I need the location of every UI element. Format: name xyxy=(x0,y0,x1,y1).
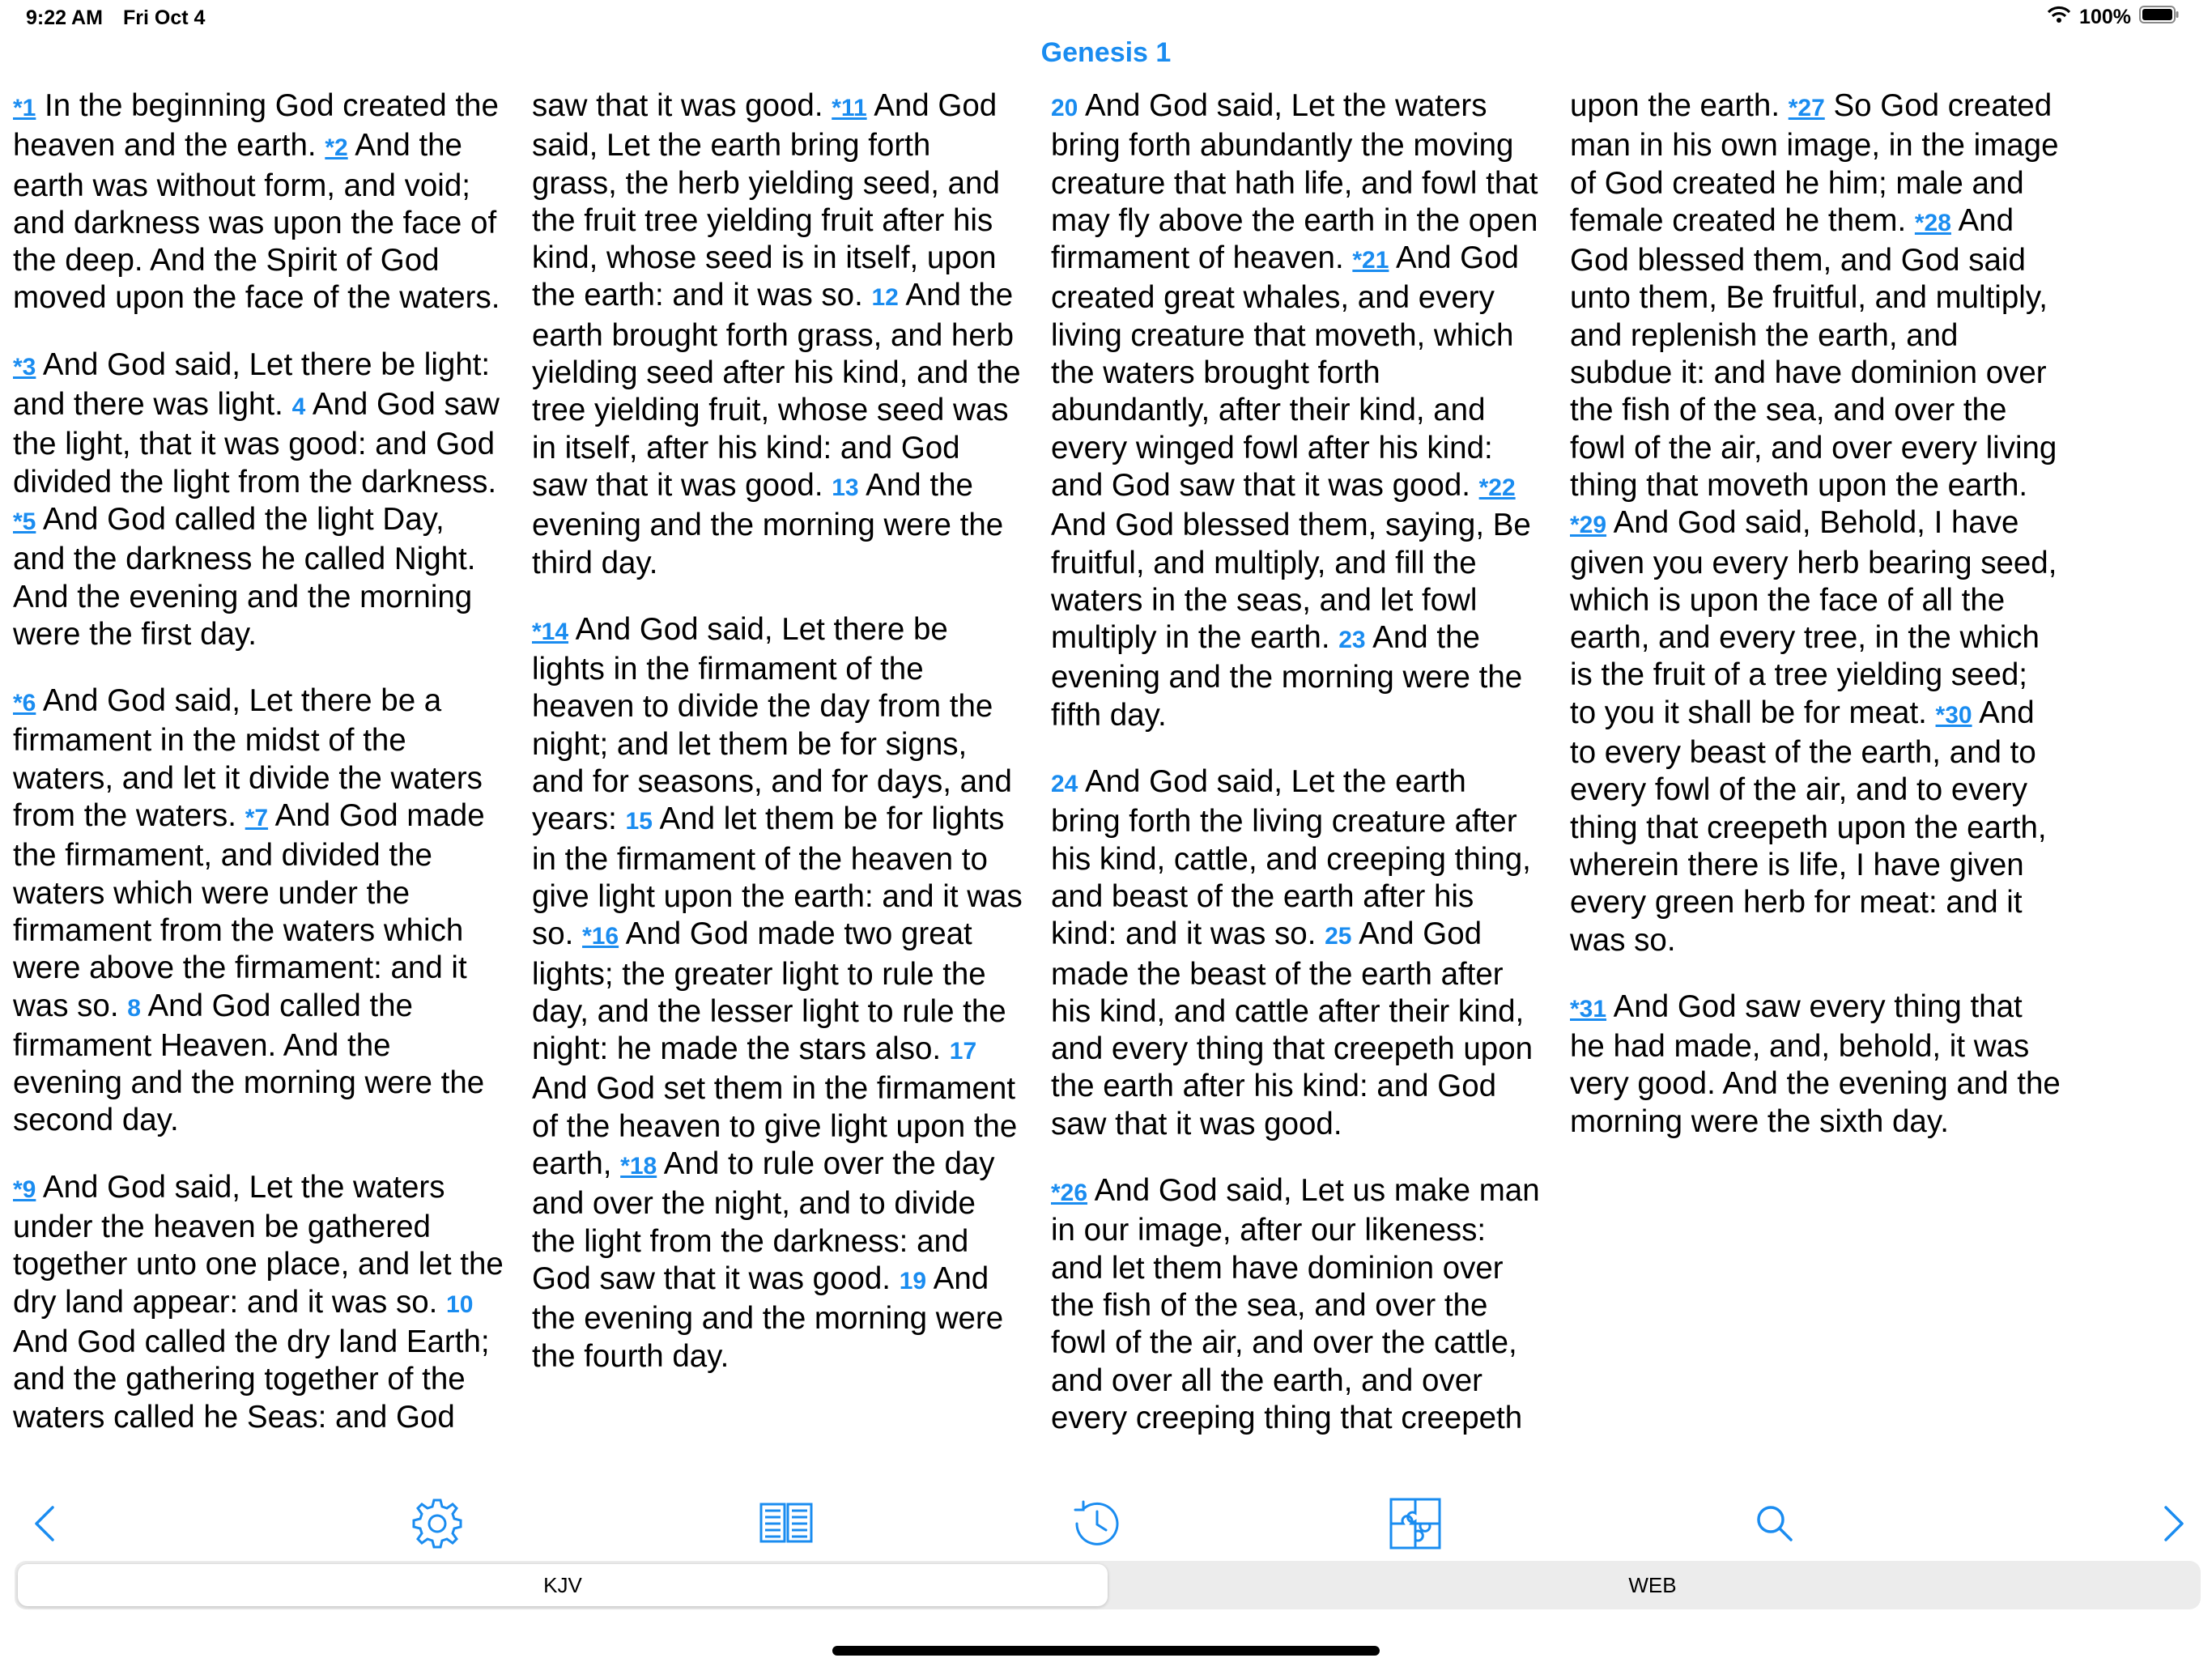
verse-text: And God said, Let the earth bring forth grass, the herb yielding seed, and the fruit tree yielding fruit after his kind, whose seed is in itself, upon the earth: and it was so. xyxy=(532,88,1000,313)
next-chapter-button[interactable] xyxy=(2150,1491,2198,1556)
book-icon xyxy=(758,1499,815,1548)
previous-chapter-button[interactable] xyxy=(20,1491,69,1556)
paragraph xyxy=(1570,988,2061,1141)
settings-button[interactable] xyxy=(403,1491,471,1556)
verse-note-link[interactable]: *6 xyxy=(13,690,36,717)
verse-note-link[interactable]: *3 xyxy=(13,353,36,380)
verse-text: And God made two great lights; the greater light to rule the day, and the lesser light to rule the night: he made the stars also. xyxy=(532,916,1006,1067)
paragraph xyxy=(13,682,504,1140)
verse-text: So God created man in his own image, in the image of God created he him; male and female created he them. xyxy=(1570,88,2059,238)
verse-text: And the evening and the morning were the third day. xyxy=(532,467,1004,580)
verse-note-link[interactable]: *29 xyxy=(1570,512,1607,539)
status-date: Fri Oct 4 xyxy=(123,6,206,29)
verse-note-link[interactable]: *11 xyxy=(832,95,867,121)
paragraph xyxy=(13,87,504,317)
verse-text: In the beginning God created the heaven and the earth. xyxy=(13,88,499,164)
verse-text: And the evening and the morning were the fourth day. xyxy=(532,1261,1004,1374)
verse-text: And God blessed them, and God said unto them, Be fruitful, and multiply, and replenish the earth, and subdue it: and have dominion over the fish of the sea, and over the fowl of the air, and over every living thing that moveth upon the earth. xyxy=(1570,202,2057,503)
segment-kjv[interactable]: KJV xyxy=(18,1564,1108,1606)
verse-note-link[interactable]: *5 xyxy=(13,508,36,535)
verse-text: And God made the beast of the earth after his kind, and cattle after their kind, and every thing that creepeth upon the earth after his kind: and God saw that it was good. xyxy=(1051,916,1534,1141)
chapter-text xyxy=(13,87,2061,1464)
verse-number: 17 xyxy=(949,1038,977,1065)
translation-segmented-control xyxy=(15,1561,2201,1609)
history-button[interactable] xyxy=(1063,1491,1131,1556)
verse-number: 10 xyxy=(446,1290,474,1318)
paragraph xyxy=(1051,763,1542,1143)
verse-number: 23 xyxy=(1338,627,1366,654)
verse-text: And God saw the light, that it was good: and God divided the light from the darkness. xyxy=(13,387,500,500)
verse-note-link[interactable]: *2 xyxy=(325,134,348,162)
verse-text: And God saw every thing that he had made, and, behold, it was very good. And the evening and the morning were the sixth day. xyxy=(1570,988,2061,1139)
settings-gear-icon xyxy=(409,1495,466,1552)
verse-text: And God said, Let there be light: and there was light. xyxy=(13,346,491,423)
verse-text: And the evening and the morning were the fifth day. xyxy=(1051,620,1523,733)
verse-text: And God said, Let the waters under the heaven be gathered together unto one place, and let the dry land appear: and it was so. xyxy=(13,1169,504,1320)
verse-text: And to every beast of the earth, and to every fowl of the air, and to every thing that creepeth upon the earth, wherein there is life, I have given every green herb for meat: and it was so. xyxy=(1570,695,2047,958)
bottom-toolbar xyxy=(0,1491,2212,1556)
status-indicators xyxy=(2047,5,2180,30)
paragraph xyxy=(13,346,504,653)
verse-text: And God said, Let there be lights in the firmament of the heaven to divide the day from the night; and let them be for signs, and for seasons, and for days, and years: xyxy=(532,611,1012,837)
verse-note-link[interactable]: *26 xyxy=(1051,1180,1088,1207)
verse-text: And let them be for lights in the firmament of the heaven to give light upon the earth: and it was so. xyxy=(532,801,1023,952)
search-button[interactable] xyxy=(1741,1491,1809,1556)
paragraph xyxy=(532,611,1023,1375)
verse-number: 13 xyxy=(832,474,859,501)
verse-text: And God said, Let there be a firmament in the midst of the waters, and let it divide the waters from the waters. xyxy=(13,683,483,834)
verse-note-link[interactable]: *9 xyxy=(13,1175,36,1203)
chevron-left-icon xyxy=(28,1503,61,1545)
verse-text: And to rule over the day and over the night, and to divide the light from the darkness: and God saw that it was good. xyxy=(532,1146,995,1296)
verse-number: 24 xyxy=(1051,771,1078,798)
verse-number: 8 xyxy=(127,994,141,1022)
verse-note-link[interactable]: *31 xyxy=(1570,995,1607,1022)
verse-text: And God said, Let the earth bring forth the living creature after his kind, cattle, and creeping thing, and beast of the earth after his kind: and it was so. xyxy=(1051,764,1531,952)
verse-text: And God said, Let the waters bring forth abundantly the moving creature that hath life, and fowl that may fly above the earth in the open firmament of heaven. xyxy=(1051,88,1538,276)
verse-note-link[interactable]: *1 xyxy=(13,95,36,121)
history-clock-icon xyxy=(1069,1495,1125,1552)
verse-text: And God set them in the firmament of the heaven to give light upon the earth, xyxy=(532,1071,1018,1182)
puzzle-button[interactable] xyxy=(1381,1491,1449,1556)
segment-web[interactable]: WEB xyxy=(1628,1573,1677,1597)
verse-text: And the earth was without form, and void; and darkness was upon the face of the deep. And the Spirit of God moved upon the face of the waters. xyxy=(13,128,500,316)
status-time: 9:22 AM xyxy=(26,6,103,29)
search-icon xyxy=(1750,1499,1799,1548)
verse-note-link[interactable]: *7 xyxy=(245,805,269,832)
verse-note-link[interactable]: *18 xyxy=(620,1153,657,1180)
verse-note-link[interactable]: *27 xyxy=(1788,95,1825,121)
verse-text: And the earth brought forth grass, and herb yielding seed after his kind, and the tree yielding fruit, whose seed was in itself, after his kind: and God saw that it was good. xyxy=(532,278,1021,503)
verse-text: And God said, Behold, I have given you every herb bearing seed, which is upon the face of all the earth, and every tree, in the which is the fruit of a tree yielding seed; to you it shall be for meat. xyxy=(1570,505,2057,730)
verse-number: 4 xyxy=(291,393,306,421)
verse-text: And God called the light Day, and the darkness he called Night. And the evening and the morning were the first day. xyxy=(13,501,476,652)
puzzle-icon xyxy=(1387,1495,1444,1552)
verse-text: And God said, Let us make man in our image, after our likeness: and let them have dominion over the fish of the sea, and over the fowl of the air, and over the cattle, and over all the earth, and over every creeping thing that creepeth upon the earth. xyxy=(1051,88,1789,1435)
verse-note-link[interactable]: *22 xyxy=(1478,474,1516,501)
verse-text: And God called the firmament Heaven. And the evening and the morning were the second day. xyxy=(13,988,485,1138)
battery-icon xyxy=(2139,5,2180,30)
verse-note-link[interactable]: *28 xyxy=(1914,209,1951,236)
paragraph xyxy=(1051,87,1542,734)
verse-number: 19 xyxy=(899,1267,927,1295)
verse-number: 12 xyxy=(871,284,899,312)
verse-text: And God made the firmament, and divided the waters which were under the firmament from the waters which were above the firmament: and it was so. xyxy=(13,798,485,1023)
home-indicator xyxy=(832,1646,1380,1656)
status-bar xyxy=(0,0,2212,40)
verse-number: 20 xyxy=(1051,95,1078,121)
books-button[interactable] xyxy=(752,1491,820,1556)
verse-number: 15 xyxy=(625,808,653,835)
battery-percent: 100% xyxy=(2079,6,2131,28)
verse-text: And God created great whales, and every living creature that moveth, which the waters brought forth abundantly, after their kind, and every winged fowl after his kind: and God saw that it was good. xyxy=(1051,240,1519,503)
verse-note-link[interactable]: *30 xyxy=(1935,701,1972,729)
verse-text: And God called the dry land Earth; and the gathering together of the waters called he Seas: and God saw that it was good. xyxy=(13,88,832,1435)
verse-note-link[interactable]: *16 xyxy=(582,923,619,950)
chapter-title[interactable]: Genesis 1 xyxy=(1040,37,1172,68)
verse-note-link[interactable]: *14 xyxy=(532,618,569,645)
verse-text: And God blessed them, saying, Be fruitful, and multiply, and fill the waters in the seas, and let fowl multiply in the earth. xyxy=(1051,508,1531,656)
verse-note-link[interactable]: *21 xyxy=(1352,247,1389,274)
wifi-icon xyxy=(2047,6,2071,29)
chevron-right-icon xyxy=(2158,1503,2190,1545)
verse-number: 25 xyxy=(1325,923,1352,950)
